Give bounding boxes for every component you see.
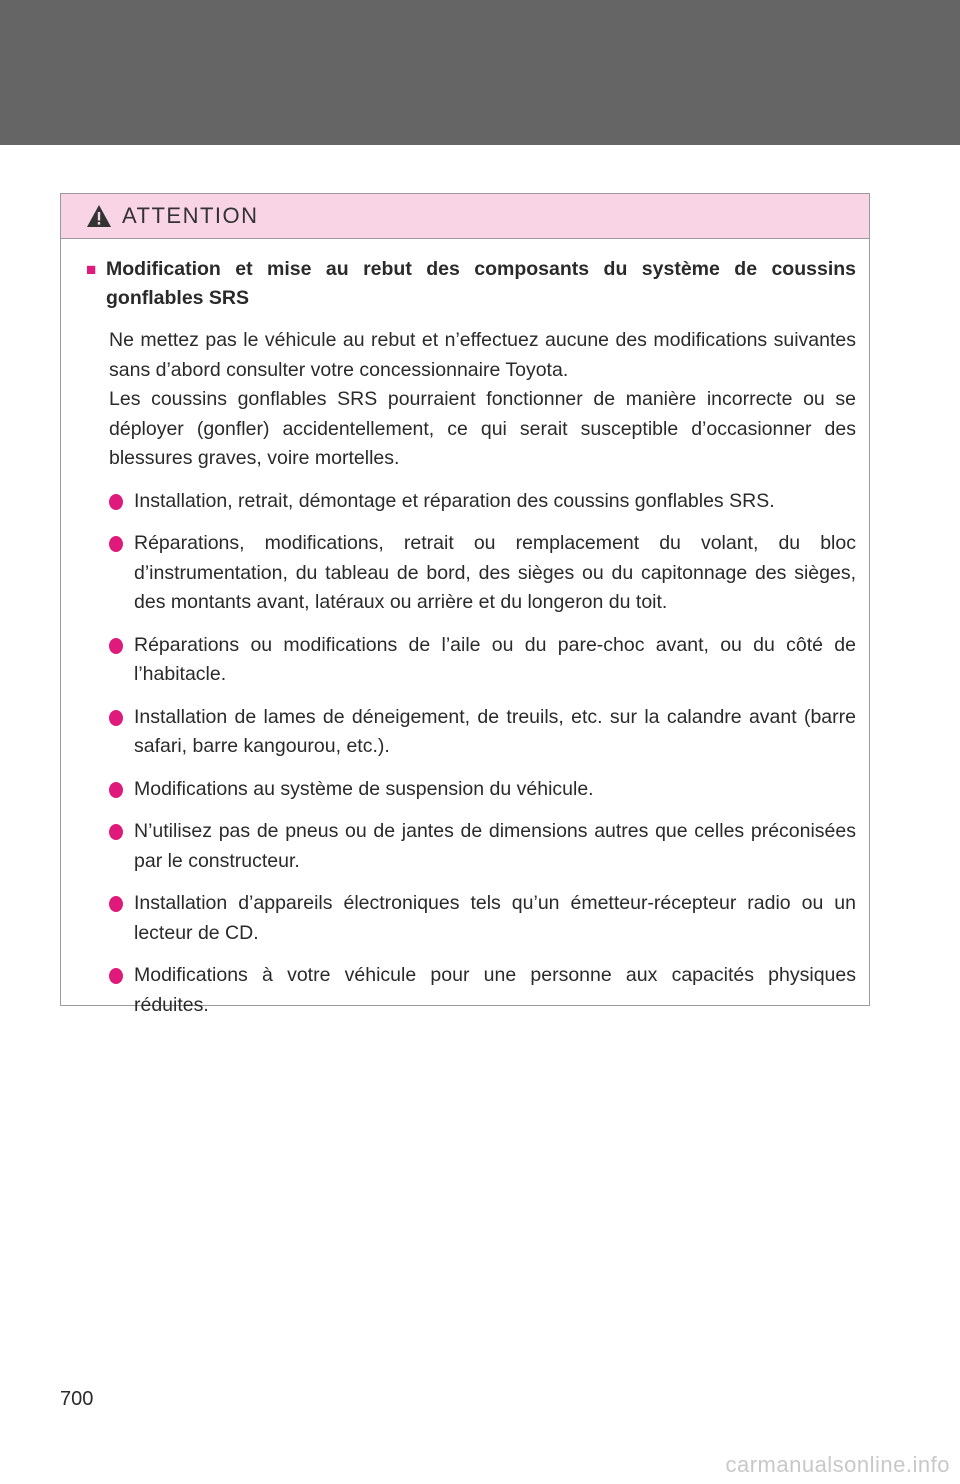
header-bar [0, 0, 960, 145]
bullet-dot-icon [109, 824, 123, 840]
attention-header [61, 194, 869, 239]
watermark: carmanualsonline.info [725, 1452, 950, 1477]
list-item: Réparations, modifications, retrait ou remplacement du volant, du bloc d’instrumentation, du tableau de bord, des sièges ou du capitonnage des sièges, des montants avant, latéraux ou arrière et du longeron du toit. [109, 529, 856, 618]
bullet-dot-icon [109, 536, 123, 552]
page-number: 700 [60, 1388, 94, 1410]
list-item: Réparations ou modifications de l’aile ou du pare-choc avant, ou du côté de l’habitacle. [109, 631, 856, 690]
list-item: N’utilisez pas de pneus ou de jantes de dimensions autres que celles préconisées par le constructeur. [109, 817, 856, 876]
intro-text-1: Ne mettez pas le véhicule au rebut et n’effectuez aucune des modifications suivantes sans d’abord consulter votre concessionnaire Toyota. [109, 329, 856, 381]
bullet-dot-icon [109, 638, 123, 654]
warning-triangle-icon [86, 204, 112, 228]
list-item: Modifications à votre véhicule pour une personne aux capacités physiques réduites. [109, 961, 856, 1020]
attention-body [61, 239, 869, 1020]
list-item: Installation, retrait, démontage et réparation des coussins gonflables SRS. [109, 487, 856, 517]
bullet-dot-icon [109, 782, 123, 798]
list-item: Modifications au système de suspension du véhicule. [109, 775, 856, 805]
attention-box [60, 193, 870, 1016]
modification-list [86, 487, 856, 1021]
square-bullet-icon: ■ [86, 260, 97, 279]
intro-paragraph [86, 326, 856, 474]
bullet-dot-icon [109, 710, 123, 726]
bullet-dot-icon [109, 968, 123, 984]
attention-title: ATTENTION [122, 203, 259, 228]
intro-text-2: Les coussins gonflables SRS pourraient fonctionner de manière incorrecte ou se déployer (gonfler) accidentellement, ce qui serait susceptible d’occasionner des blessures graves, voire mortelles. [109, 388, 856, 469]
list-item: Installation de lames de déneigement, de treuils, etc. sur la calandre avant (barre safari, barre kangourou, etc.). [109, 703, 856, 762]
bullet-dot-icon [109, 494, 123, 510]
section-heading [86, 255, 856, 313]
list-item: Installation d’appareils électroniques tels qu’un émetteur-récepteur radio ou un lecteur de CD. [109, 889, 856, 948]
section-heading-text: Modification et mise au rebut des composants du système de coussins gonflables SRS [106, 258, 856, 309]
bullet-dot-icon [109, 896, 123, 912]
